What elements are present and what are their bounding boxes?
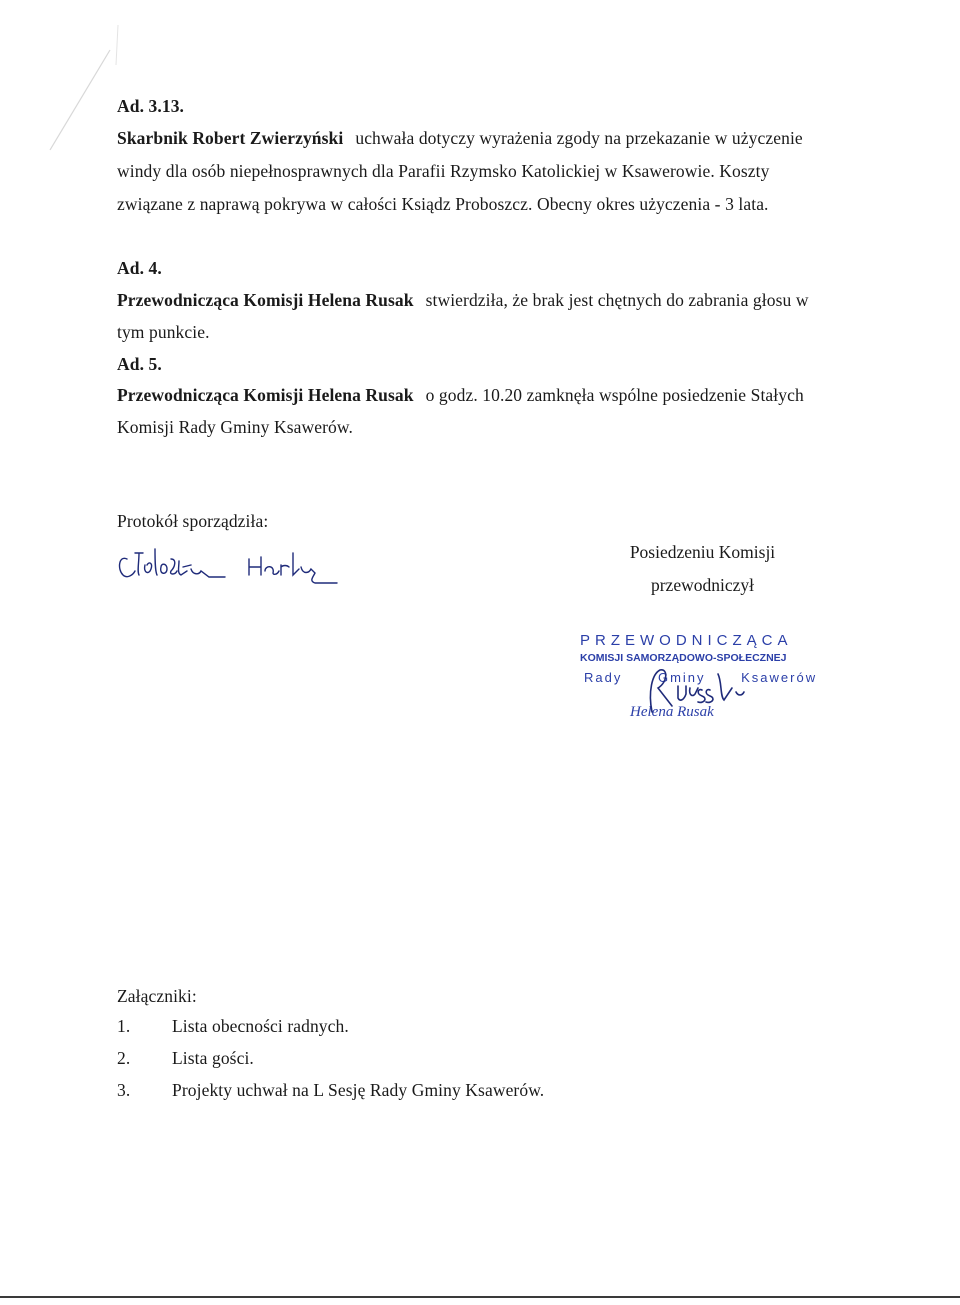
official-stamp: [578, 632, 818, 727]
section-heading-ad-5: Ad. 5.: [117, 354, 162, 374]
stamp-committee: KOMISJI SAMORZĄDOWO-SPOŁECZNEJ: [580, 652, 787, 664]
paragraph-text: uchwała dotyczy wyrażenia zgody na przekazanie w użyczenie: [355, 128, 803, 148]
speaker-name: Przewodnicząca Komisji Helena Rusak: [117, 290, 414, 310]
paragraph-ad-5-line-1: [117, 385, 804, 406]
paragraph-ad-4-line-1: [117, 290, 809, 311]
secretary-signature: [115, 545, 345, 590]
attachment-item: [117, 1048, 254, 1069]
paragraph-text: o godz. 10.20 zamknęła wspólne posiedzenie Stałych: [425, 385, 804, 405]
attachment-text: Lista gości.: [172, 1048, 254, 1068]
protocol-label: Protokół sporządziła:: [117, 511, 269, 531]
attachment-item: [117, 1016, 349, 1037]
paragraph-ad-3-13-line-3: związane z naprawą pokrywa w całości Ksiądz Proboszcz. Obecny okres użyczenia - 3 lata.: [117, 194, 769, 214]
attachment-number: 1.: [117, 1016, 131, 1036]
attachment-number: 2.: [117, 1048, 131, 1068]
paragraph-ad-3-13-line-1: [117, 128, 803, 149]
attachment-text: Projekty uchwał na L Sesję Rady Gminy Ksawerów.: [172, 1080, 545, 1100]
speaker-name: Przewodnicząca Komisji Helena Rusak: [117, 385, 414, 405]
attachment-number: 3.: [117, 1080, 131, 1100]
speaker-name: Skarbnik Robert Zwierzyński: [117, 128, 344, 148]
chair-signature: [638, 662, 778, 722]
stamp-name: Helena Rusak: [630, 704, 714, 720]
paragraph-text: stwierdziła, że brak jest chętnych do zabrania głosu w: [425, 290, 809, 310]
attachments-title: Załączniki:: [117, 986, 197, 1006]
chair-label-line-1: Posiedzeniu Komisji: [629, 542, 776, 562]
stamp-title: PRZEWODNICZĄCA: [580, 632, 793, 649]
attachment-text: Lista obecności radnych.: [172, 1016, 349, 1036]
section-heading-ad-4: Ad. 4.: [117, 258, 162, 278]
scan-edge-line: [0, 1296, 960, 1298]
attachment-item: [117, 1080, 544, 1101]
paragraph-ad-4-line-2: tym punkcie.: [117, 322, 210, 342]
chair-label-line-2: przewodniczył: [650, 575, 754, 595]
scan-corner-mark: [20, 20, 120, 160]
section-heading-ad-3-13: Ad. 3.13.: [117, 96, 185, 116]
paragraph-ad-5-line-2: Komisji Rady Gminy Ksawerów.: [117, 417, 353, 437]
paragraph-ad-3-13-line-2: windy dla osób niepełnosprawnych dla Parafii Rzymsko Katolickiej w Ksawerowie. Koszty: [117, 161, 770, 181]
stamp-council: Rady Gminy Ksawerów: [584, 670, 818, 685]
